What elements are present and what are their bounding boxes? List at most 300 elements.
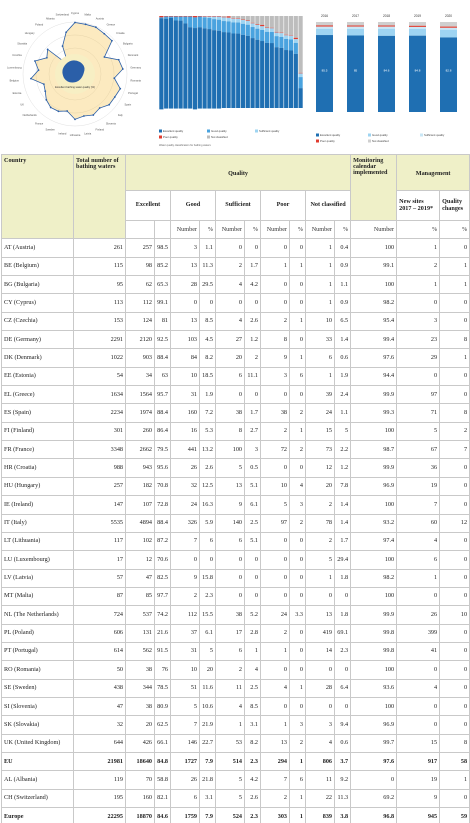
country-cell: FR (France) [2, 441, 74, 459]
value-cell: 7 [261, 771, 290, 789]
header-quality-changes: Quality changes [440, 191, 470, 221]
table-row [2, 532, 470, 550]
value-cell: 2.4 [335, 386, 351, 404]
value-cell: 69.2 [351, 789, 397, 807]
stacked-bar-segment [265, 32, 269, 43]
value-cell: 1 [440, 257, 470, 275]
value-cell: 8 [440, 734, 470, 752]
value-cell: 1 [290, 789, 306, 807]
value-cell: 97.4 [351, 532, 397, 550]
value-cell: 524 [216, 808, 245, 823]
year-bar-segment [316, 25, 333, 26]
radar-point [113, 77, 115, 79]
stacked-bar-segment [159, 18, 163, 109]
value-cell: 9 [216, 496, 245, 514]
country-cell: DE (Germany) [2, 331, 74, 349]
value-cell: 10 [306, 312, 335, 330]
stacked-bar-segment [188, 27, 192, 108]
stacked-bar-segment [289, 51, 293, 109]
table-row [2, 661, 470, 679]
value-cell: 2 [216, 661, 245, 679]
stacked-bar-segment [169, 16, 173, 17]
value-cell: 58 [440, 752, 470, 770]
value-cell: 119 [74, 771, 126, 789]
value-cell: 1.4 [335, 514, 351, 532]
value-cell: 3 [397, 312, 440, 330]
value-cell: 100 [351, 661, 397, 679]
value-cell: 1 [397, 569, 440, 587]
value-cell: 0 [261, 661, 290, 679]
year-bar-segment [409, 27, 426, 29]
stacked-bar-segment [231, 18, 235, 19]
country-cell: AL (Albania) [2, 771, 74, 789]
year-bar-segment [440, 30, 457, 38]
value-cell: 0.5 [245, 459, 261, 477]
radar-country-label: Spain [124, 103, 132, 107]
value-cell: 8 [440, 331, 470, 349]
stacked-bar-segment [231, 22, 235, 33]
value-cell: 4 [245, 661, 261, 679]
value-cell: 1.7 [335, 532, 351, 550]
radar-point [38, 69, 40, 71]
year-bar-segment [347, 29, 364, 36]
unit-cell: % [200, 221, 216, 239]
value-cell: 1 [290, 312, 306, 330]
value-cell: 1 [261, 642, 290, 660]
value-cell: 0 [290, 624, 306, 642]
value-cell: 0 [397, 294, 440, 312]
value-cell: 84 [171, 349, 200, 367]
country-cell: CH (Switzerland) [2, 789, 74, 807]
stacked-bar-segment [284, 50, 288, 108]
radar-country-label: Denmark [127, 54, 139, 58]
table-body [2, 239, 470, 823]
value-cell: 36 [397, 459, 440, 477]
value-cell: 4 [397, 679, 440, 697]
radar-country-label: Germany [130, 66, 142, 70]
year-bar-segment [409, 22, 426, 26]
legend-label: Excellent quality [163, 129, 184, 133]
country-cell: EU [2, 752, 74, 770]
year-label: 2020 [444, 14, 453, 18]
radar-point [83, 115, 85, 117]
value-cell: 2 [290, 734, 306, 752]
value-cell: 945 [397, 808, 440, 823]
radar-country-label: Slovenia [105, 122, 116, 126]
year-label: 2019 [413, 14, 422, 18]
legend-note: Water quality classification for bathing waters [159, 144, 211, 147]
header-good: Good [171, 191, 216, 221]
value-cell: 0 [397, 587, 440, 605]
stacked-bar-segment [222, 21, 226, 32]
value-cell: 4.2 [245, 276, 261, 294]
value-cell: 7.9 [200, 752, 216, 770]
value-cell: 99.1 [351, 257, 397, 275]
header-poor: Poor [261, 191, 306, 221]
stacked-bar-segment [188, 17, 192, 28]
legend-swatch [316, 140, 319, 143]
value-cell: 62.5 [155, 716, 171, 734]
value-cell: 2120 [126, 331, 155, 349]
stacked-bar-segment [246, 16, 250, 21]
radar-country-label: Greece [106, 23, 116, 27]
value-cell: 2.5 [245, 514, 261, 532]
stacked-bar-segment [284, 35, 288, 39]
value-cell: 2 [261, 789, 290, 807]
stacked-bar-segment [270, 16, 274, 28]
radar-point [50, 107, 52, 109]
table-row [2, 441, 470, 459]
value-cell: 10 [171, 661, 200, 679]
value-cell: 11 [216, 679, 245, 697]
value-cell: 22.7 [200, 734, 216, 752]
value-cell: 419 [306, 624, 335, 642]
radar-country-label: Italy [117, 113, 123, 117]
table-row [2, 697, 470, 715]
stacked-bar-segment [174, 17, 178, 21]
stacked-bar-segment [207, 29, 211, 108]
value-cell: 0 [440, 477, 470, 495]
value-cell: 1.2 [245, 331, 261, 349]
value-cell: 2.3 [200, 587, 216, 605]
value-cell: 32 [74, 716, 126, 734]
value-cell: 4 [216, 697, 245, 715]
stacked-bar-segment [289, 35, 293, 36]
table-row [2, 734, 470, 752]
stacked-bar-chart-thumbnail [155, 10, 305, 148]
value-cell: 4.5 [200, 331, 216, 349]
radar-country-label: Czechia [12, 54, 22, 58]
value-cell: 0 [335, 661, 351, 679]
stacked-bar-segment [241, 24, 245, 35]
value-cell: 87 [74, 587, 126, 605]
value-cell: 28 [171, 276, 200, 294]
value-cell: 2662 [126, 441, 155, 459]
stacked-bar-segment [231, 19, 235, 23]
value-cell: 10 [261, 477, 290, 495]
value-cell: 0 [261, 386, 290, 404]
value-cell: 7 [171, 532, 200, 550]
legend-label: Not classified [372, 139, 389, 143]
stacked-bar-segment [275, 32, 279, 36]
value-cell: 0 [261, 294, 290, 312]
value-cell: 98.5 [155, 239, 171, 257]
value-cell: 3 [306, 716, 335, 734]
radar-point [46, 57, 48, 59]
yearly-bar-chart-thumbnail [312, 8, 470, 148]
year-bar-segment [316, 27, 333, 29]
value-cell: 11.6 [200, 679, 216, 697]
value-cell: 27 [216, 331, 245, 349]
value-cell: 1022 [74, 349, 126, 367]
stacked-bar-segment [246, 21, 250, 25]
stacked-bar-segment [255, 24, 259, 25]
value-cell: 23 [397, 331, 440, 349]
radar-legend-label: Excellent bathing water quality (%) [55, 86, 95, 89]
value-cell: 0 [261, 532, 290, 550]
legend-label: Good quality [372, 133, 388, 137]
year-bar-segment [409, 36, 426, 112]
value-cell: 0 [440, 294, 470, 312]
value-cell: 34 [126, 367, 155, 385]
value-cell: 917 [397, 752, 440, 770]
value-cell: 0 [397, 661, 440, 679]
value-cell: 10 [440, 606, 470, 624]
value-cell: 51 [171, 679, 200, 697]
stacked-bar-segment [227, 32, 231, 108]
value-cell: 84.6 [155, 808, 171, 823]
value-cell: 0.6 [335, 734, 351, 752]
value-cell: 93.6 [351, 679, 397, 697]
value-cell: 5535 [74, 514, 126, 532]
value-cell: 514 [216, 752, 245, 770]
value-cell: 1 [306, 257, 335, 275]
country-cell: PT (Portugal) [2, 642, 74, 660]
value-cell: 0 [290, 239, 306, 257]
value-cell: 0 [440, 551, 470, 569]
table-row [2, 514, 470, 532]
value-cell: 7 [171, 716, 200, 734]
value-cell: 26 [397, 606, 440, 624]
radar-point [119, 88, 121, 90]
value-cell: 9 [397, 789, 440, 807]
year-bar-value-label: 85.5 [321, 68, 328, 73]
value-cell: 303 [261, 808, 290, 823]
stacked-bar-segment [212, 30, 216, 108]
unit-cell [126, 221, 155, 239]
value-cell: 3 [290, 716, 306, 734]
header-not-classified: Not classified [306, 191, 351, 221]
stacked-bar-segment [159, 16, 163, 17]
value-cell: 4 [306, 734, 335, 752]
stacked-bar-segment [217, 16, 221, 17]
table-row [2, 349, 470, 367]
value-cell: 182 [126, 477, 155, 495]
year-bar-segment [378, 22, 395, 26]
value-cell: 58.8 [155, 771, 171, 789]
stacked-bar-segment [279, 37, 283, 48]
stacked-bar-segment [270, 28, 274, 32]
stacked-bar-segment [231, 33, 235, 108]
table-row [2, 789, 470, 807]
stacked-bar-segment [169, 17, 173, 18]
value-cell: 1 [290, 752, 306, 770]
value-cell: 344 [126, 679, 155, 697]
value-cell: 0 [335, 697, 351, 715]
stacked-bar-segment [284, 35, 288, 36]
value-cell: 4 [290, 477, 306, 495]
value-cell: 0 [397, 697, 440, 715]
value-cell: 0 [290, 459, 306, 477]
stacked-bar-segment [294, 16, 298, 38]
value-cell: 5 [200, 642, 216, 660]
value-cell: 47 [126, 569, 155, 587]
table-row [2, 312, 470, 330]
value-cell: 4 [216, 312, 245, 330]
stacked-bar-segment [207, 16, 211, 17]
stacked-bar-segment [299, 73, 303, 77]
value-cell: 806 [306, 752, 335, 770]
country-cell: LU (Luxembourg) [2, 551, 74, 569]
radar-point [34, 60, 36, 62]
stacked-bar-segment [299, 77, 303, 88]
stacked-bar-segment [289, 39, 293, 50]
stacked-bar-segment [251, 16, 255, 23]
value-cell: 0 [290, 386, 306, 404]
value-cell: 943 [126, 459, 155, 477]
country-cell: EE (Estonia) [2, 367, 74, 385]
value-cell: 6 [200, 532, 216, 550]
value-cell: 97.7 [155, 587, 171, 605]
year-bar-segment [378, 27, 395, 29]
country-cell: Europe [2, 808, 74, 823]
country-cell: PL (Poland) [2, 624, 74, 642]
value-cell: 1 [261, 257, 290, 275]
value-cell: 1564 [126, 386, 155, 404]
radar-point [122, 68, 124, 70]
table-row [2, 606, 470, 624]
value-cell: 4 [216, 276, 245, 294]
stacked-bar-segment [294, 43, 298, 54]
year-bar-segment [347, 36, 364, 113]
radar-point [45, 99, 47, 101]
radar-country-label: Albania [45, 17, 55, 21]
value-cell: 65.3 [155, 276, 171, 294]
year-bar-segment [409, 29, 426, 36]
value-cell: 53 [216, 734, 245, 752]
value-cell: 70 [126, 771, 155, 789]
value-cell: 1 [216, 716, 245, 734]
value-cell: 15.5 [200, 606, 216, 624]
value-cell: 0 [261, 459, 290, 477]
value-cell: 99.8 [351, 642, 397, 660]
table-row [2, 404, 470, 422]
value-cell: 0 [290, 551, 306, 569]
value-cell: 0 [306, 587, 335, 605]
value-cell: 107 [126, 496, 155, 514]
radar-country-label: Slovakia [17, 42, 28, 46]
legend-label: Good quality [211, 129, 227, 133]
value-cell: 60 [397, 514, 440, 532]
value-cell: 20 [216, 349, 245, 367]
value-cell: 59 [440, 808, 470, 823]
value-cell: 29 [397, 349, 440, 367]
value-cell: 2.7 [245, 422, 261, 440]
value-cell: 6.1 [200, 624, 216, 642]
stacked-bar-segment [279, 33, 283, 37]
stacked-bar-segment [246, 36, 250, 108]
value-cell: 0 [440, 587, 470, 605]
unit-cell: Number [351, 221, 397, 239]
value-cell: 2 [216, 257, 245, 275]
country-cell: FI (Finland) [2, 422, 74, 440]
stacked-bar-segment [174, 16, 178, 17]
value-cell: 2 [397, 257, 440, 275]
value-cell: 1.9 [335, 367, 351, 385]
radar-country-label: UK [20, 103, 24, 107]
value-cell: 97.6 [351, 349, 397, 367]
europe-total-row [2, 808, 470, 823]
value-cell: 98.2 [351, 294, 397, 312]
value-cell: 0 [306, 661, 335, 679]
value-cell: 0.9 [335, 294, 351, 312]
value-cell: 11 [306, 771, 335, 789]
stacked-bar-segment [193, 17, 197, 28]
value-cell: 7.9 [200, 808, 216, 823]
stacked-bar-segment [289, 36, 293, 40]
value-cell: 72.8 [155, 496, 171, 514]
year-bar-segment [378, 26, 395, 27]
stacked-bar-segment [275, 47, 279, 108]
value-cell: 100 [351, 587, 397, 605]
value-cell: 1 [306, 276, 335, 294]
value-cell: 2 [306, 532, 335, 550]
stacked-bar-segment [241, 16, 245, 20]
value-cell: 26 [171, 771, 200, 789]
table-row [2, 477, 470, 495]
stacked-bar-segment [241, 35, 245, 108]
value-cell: 9.4 [335, 716, 351, 734]
value-cell: 2 [261, 312, 290, 330]
legend-label: Poor quality [320, 139, 335, 143]
value-cell: 63 [155, 367, 171, 385]
value-cell: 6 [397, 551, 440, 569]
table-row [2, 679, 470, 697]
value-cell: 1 [290, 808, 306, 823]
value-cell: 160 [171, 404, 200, 422]
legend-swatch [420, 134, 423, 137]
value-cell: 26 [171, 459, 200, 477]
stacked-bar-segment [193, 16, 197, 17]
value-cell: 13 [306, 606, 335, 624]
value-cell: 4 [261, 679, 290, 697]
value-cell: 0 [245, 386, 261, 404]
stacked-bar-segment [270, 32, 274, 43]
value-cell: 8 [261, 331, 290, 349]
stacked-bar-segment [222, 17, 226, 18]
year-bar-segment [347, 26, 364, 27]
value-cell: 0 [261, 551, 290, 569]
value-cell: 12 [440, 514, 470, 532]
value-cell: 2.6 [245, 312, 261, 330]
stacked-bar-segment [270, 43, 274, 108]
stacked-bar-segment [265, 43, 269, 108]
value-cell: 37 [171, 624, 200, 642]
stacked-bar-segment [236, 18, 240, 19]
radar-point [108, 104, 110, 106]
value-cell: 260 [126, 422, 155, 440]
stacked-bar-segment [255, 40, 259, 108]
year-bar-segment [316, 35, 333, 112]
value-cell: 1.2 [335, 459, 351, 477]
value-cell: 8.5 [200, 312, 216, 330]
year-label: 2017 [351, 14, 360, 18]
value-cell: 6 [216, 532, 245, 550]
value-cell: 17 [74, 551, 126, 569]
value-cell: 0 [351, 771, 397, 789]
radar-country-label: Luxembourg [7, 66, 22, 70]
value-cell: 99.9 [351, 606, 397, 624]
table-row [2, 496, 470, 514]
stacked-bar-segment [207, 17, 211, 18]
country-cell: AT (Austria) [2, 239, 74, 257]
year-bar-value-label: 84.8 [414, 68, 421, 73]
value-cell: 0 [261, 587, 290, 605]
header-sufficient: Sufficient [216, 191, 261, 221]
stacked-bar-segment [183, 17, 187, 24]
stacked-bar-segment [198, 27, 202, 108]
value-cell: 3 [290, 496, 306, 514]
